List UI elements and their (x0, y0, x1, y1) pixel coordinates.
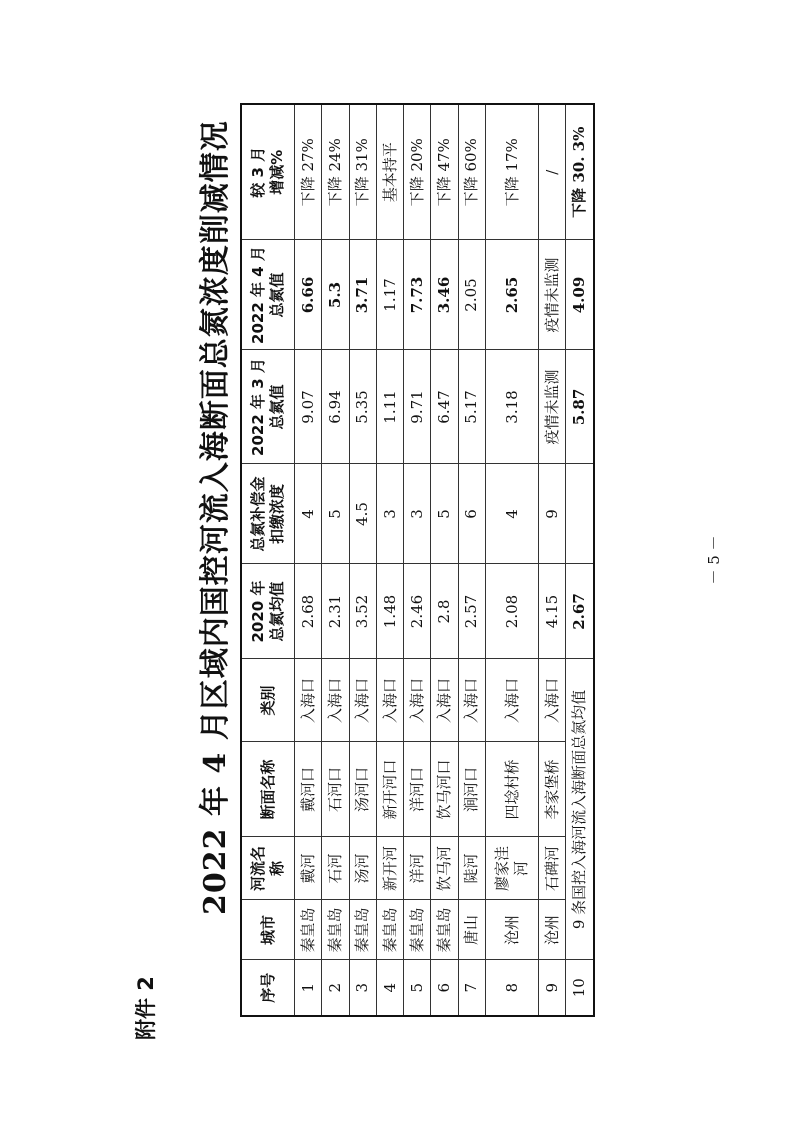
cell-river: 新开河 (376, 837, 403, 900)
cell-avg2020: 1.48 (376, 564, 403, 659)
table-row (295, 104, 322, 1016)
table-row (322, 104, 349, 1016)
cell-avg2020: 2.8 (431, 564, 458, 659)
cell-no: 6 (431, 960, 458, 1016)
cell-compensation: 4.5 (349, 464, 376, 564)
header-no: 序号 (241, 960, 295, 1016)
cell-section: 石河口 (322, 742, 349, 837)
cell-compensation: 5 (322, 464, 349, 564)
table-row (349, 104, 376, 1016)
cell-avg2020: 2.31 (322, 564, 349, 659)
cell-march: 5.35 (349, 350, 376, 464)
cell-change: 下降 24% (322, 104, 349, 240)
nitrogen-reduction-table (240, 103, 595, 1017)
cell-section: 汤河口 (349, 742, 376, 837)
cell-type: 入海口 (431, 659, 458, 742)
cell-change: / (539, 104, 566, 240)
cell-no: 3 (349, 960, 376, 1016)
cell-section: 涧河口 (458, 742, 485, 837)
cell-no: 4 (376, 960, 403, 1016)
header-compensation: 总氮补偿金 扣缴浓度 (241, 464, 295, 564)
table-row (376, 104, 403, 1016)
cell-change: 下降 20% (404, 104, 431, 240)
cell-march: 6.94 (322, 350, 349, 464)
cell-type: 入海口 (539, 659, 566, 742)
cell-section: 李家堡桥 (539, 742, 566, 837)
table-row (431, 104, 458, 1016)
table-row (485, 104, 538, 1016)
cell-compensation: 9 (539, 464, 566, 564)
nitrogen-reduction-table-wrapper (240, 105, 595, 1017)
cell-city: 秦皇岛 (431, 900, 458, 960)
header-section: 断面名称 (241, 742, 295, 837)
cell-section: 新开河口 (376, 742, 403, 837)
cell-april: 2.05 (458, 240, 485, 350)
cell-city: 沧州 (539, 900, 566, 960)
cell-river: 石河 (322, 837, 349, 900)
cell-city: 沧州 (485, 900, 538, 960)
cell-type: 入海口 (322, 659, 349, 742)
summary-april: 4.09 (566, 240, 594, 350)
cell-compensation: 3 (376, 464, 403, 564)
table-header-row (241, 104, 295, 1016)
cell-city: 秦皇岛 (295, 900, 322, 960)
cell-avg2020: 4.15 (539, 564, 566, 659)
cell-city: 秦皇岛 (376, 900, 403, 960)
cell-section: 四埝村桥 (485, 742, 538, 837)
header-type: 类别 (241, 659, 295, 742)
cell-march: 9.07 (295, 350, 322, 464)
cell-no: 8 (485, 960, 538, 1016)
cell-april: 2.65 (485, 240, 538, 350)
cell-compensation: 3 (404, 464, 431, 564)
cell-april: 7.73 (404, 240, 431, 350)
cell-march: 3.18 (485, 350, 538, 464)
cell-river: 戴河 (295, 837, 322, 900)
cell-type: 入海口 (404, 659, 431, 742)
header-change: 较 3 月 增减% (241, 104, 295, 240)
summary-no: 10 (566, 960, 594, 1016)
table-row (539, 104, 566, 1016)
cell-city: 秦皇岛 (322, 900, 349, 960)
cell-section: 洋河口 (404, 742, 431, 837)
cell-april: 3.46 (431, 240, 458, 350)
cell-change: 下降 27% (295, 104, 322, 240)
cell-no: 2 (322, 960, 349, 1016)
summary-row (566, 104, 594, 1016)
cell-river: 饮马河 (431, 837, 458, 900)
cell-river: 洋河 (404, 837, 431, 900)
table-row (458, 104, 485, 1016)
cell-no: 9 (539, 960, 566, 1016)
header-river: 河流名称 (241, 837, 295, 900)
cell-no: 1 (295, 960, 322, 1016)
summary-avg2020: 2.67 (566, 564, 594, 659)
cell-april: 疫情未监测 (539, 240, 566, 350)
cell-river: 汤河 (349, 837, 376, 900)
cell-march: 1.11 (376, 350, 403, 464)
attachment-label: 附件 2 (134, 976, 158, 1040)
cell-river: 廖家洼河 (485, 837, 538, 900)
cell-march: 6.47 (431, 350, 458, 464)
document-title: 2022 年 4 月区域内国控河流入海断面总氮浓度削减情况 (198, 120, 233, 915)
cell-change: 下降 31% (349, 104, 376, 240)
table-row (404, 104, 431, 1016)
summary-label: 9 条国控入海河流入海断面总氮均值 (566, 659, 594, 960)
summary-march: 5.87 (566, 350, 594, 464)
cell-march: 9.71 (404, 350, 431, 464)
cell-compensation: 5 (431, 464, 458, 564)
header-city: 城市 (241, 900, 295, 960)
cell-no: 5 (404, 960, 431, 1016)
summary-compensation (566, 464, 594, 564)
cell-avg2020: 2.57 (458, 564, 485, 659)
cell-change: 下降 47% (431, 104, 458, 240)
cell-change: 基本持平 (376, 104, 403, 240)
cell-avg2020: 2.08 (485, 564, 538, 659)
cell-river: 石碑河 (539, 837, 566, 900)
cell-section: 戴河口 (295, 742, 322, 837)
cell-no: 7 (458, 960, 485, 1016)
cell-type: 入海口 (485, 659, 538, 742)
cell-march: 5.17 (458, 350, 485, 464)
cell-compensation: 6 (458, 464, 485, 564)
cell-avg2020: 3.52 (349, 564, 376, 659)
header-avg2020: 2020 年 总氮均值 (241, 564, 295, 659)
cell-april: 6.66 (295, 240, 322, 350)
cell-compensation: 4 (485, 464, 538, 564)
cell-april: 1.17 (376, 240, 403, 350)
cell-change: 下降 60% (458, 104, 485, 240)
cell-type: 入海口 (458, 659, 485, 742)
cell-march: 疫情未监测 (539, 350, 566, 464)
cell-city: 唐山 (458, 900, 485, 960)
page-number: － 5 － (705, 535, 723, 585)
cell-avg2020: 2.68 (295, 564, 322, 659)
cell-city: 秦皇岛 (404, 900, 431, 960)
cell-change: 下降 17% (485, 104, 538, 240)
cell-city: 秦皇岛 (349, 900, 376, 960)
cell-type: 入海口 (295, 659, 322, 742)
cell-april: 3.71 (349, 240, 376, 350)
summary-change: 下降 30. 3% (566, 104, 594, 240)
cell-type: 入海口 (376, 659, 403, 742)
cell-river: 陡河 (458, 837, 485, 900)
cell-april: 5.3 (322, 240, 349, 350)
header-march: 2022 年 3 月 总氮值 (241, 350, 295, 464)
header-april: 2022 年 4 月 总氮值 (241, 240, 295, 350)
cell-avg2020: 2.46 (404, 564, 431, 659)
cell-section: 饮马河口 (431, 742, 458, 837)
cell-compensation: 4 (295, 464, 322, 564)
cell-type: 入海口 (349, 659, 376, 742)
